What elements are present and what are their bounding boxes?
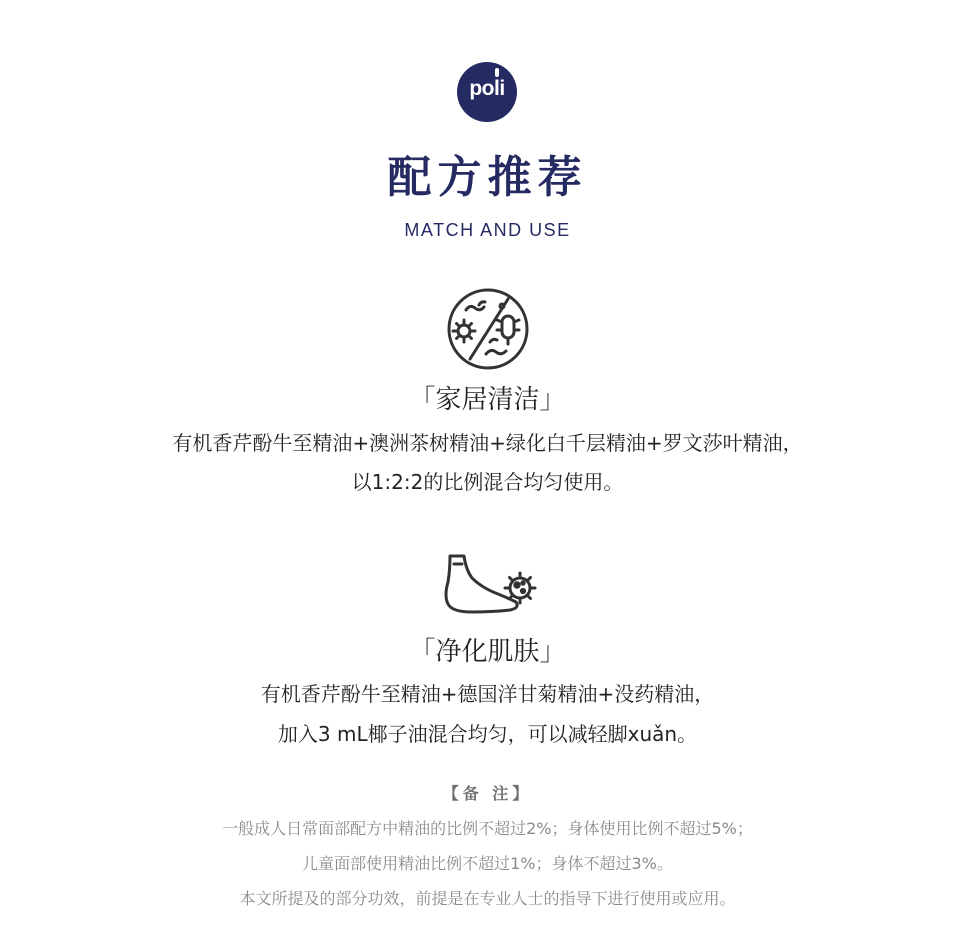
section-text-line: 有机香芹酚牛至精油+澳洲茶树精油+绿化白千层精油+罗文莎叶精油， [172, 431, 803, 455]
section-title-home-cleaning: 「家居清洁」 [409, 385, 566, 415]
note-line: 一般成人日常面部配方中精油的比例不超过2%；身体使用比例不超过5%； [222, 819, 753, 838]
section-text-line: 有机香芹酚牛至精油+德国洋甘菊精油+没药精油， [260, 682, 715, 706]
foot-germ-icon [442, 552, 538, 616]
brand-logo [457, 62, 517, 122]
section-title-skin-purify: 「净化肌肤」 [409, 637, 566, 667]
section-text-line: 加入3 mL椰子油混合均匀，可以减轻脚xuǎn。 [277, 722, 698, 746]
page-subtitle: MATCH AND USE [404, 220, 571, 240]
logo-text: poli [469, 77, 505, 100]
anti-bacteria-icon [446, 288, 530, 372]
note-line: 儿童面部使用精油比例不超过1%；身体不超过3%。 [302, 854, 673, 873]
section-text-line: 以1:2:2的比例混合均匀使用。 [351, 470, 624, 494]
note-line: 本文所提及的部分功效，前提是在专业人士的指导下进行使用或应用。 [239, 889, 736, 908]
page-title: 配方推荐 [387, 152, 588, 203]
notes-title: 【备 注】 [442, 784, 533, 803]
